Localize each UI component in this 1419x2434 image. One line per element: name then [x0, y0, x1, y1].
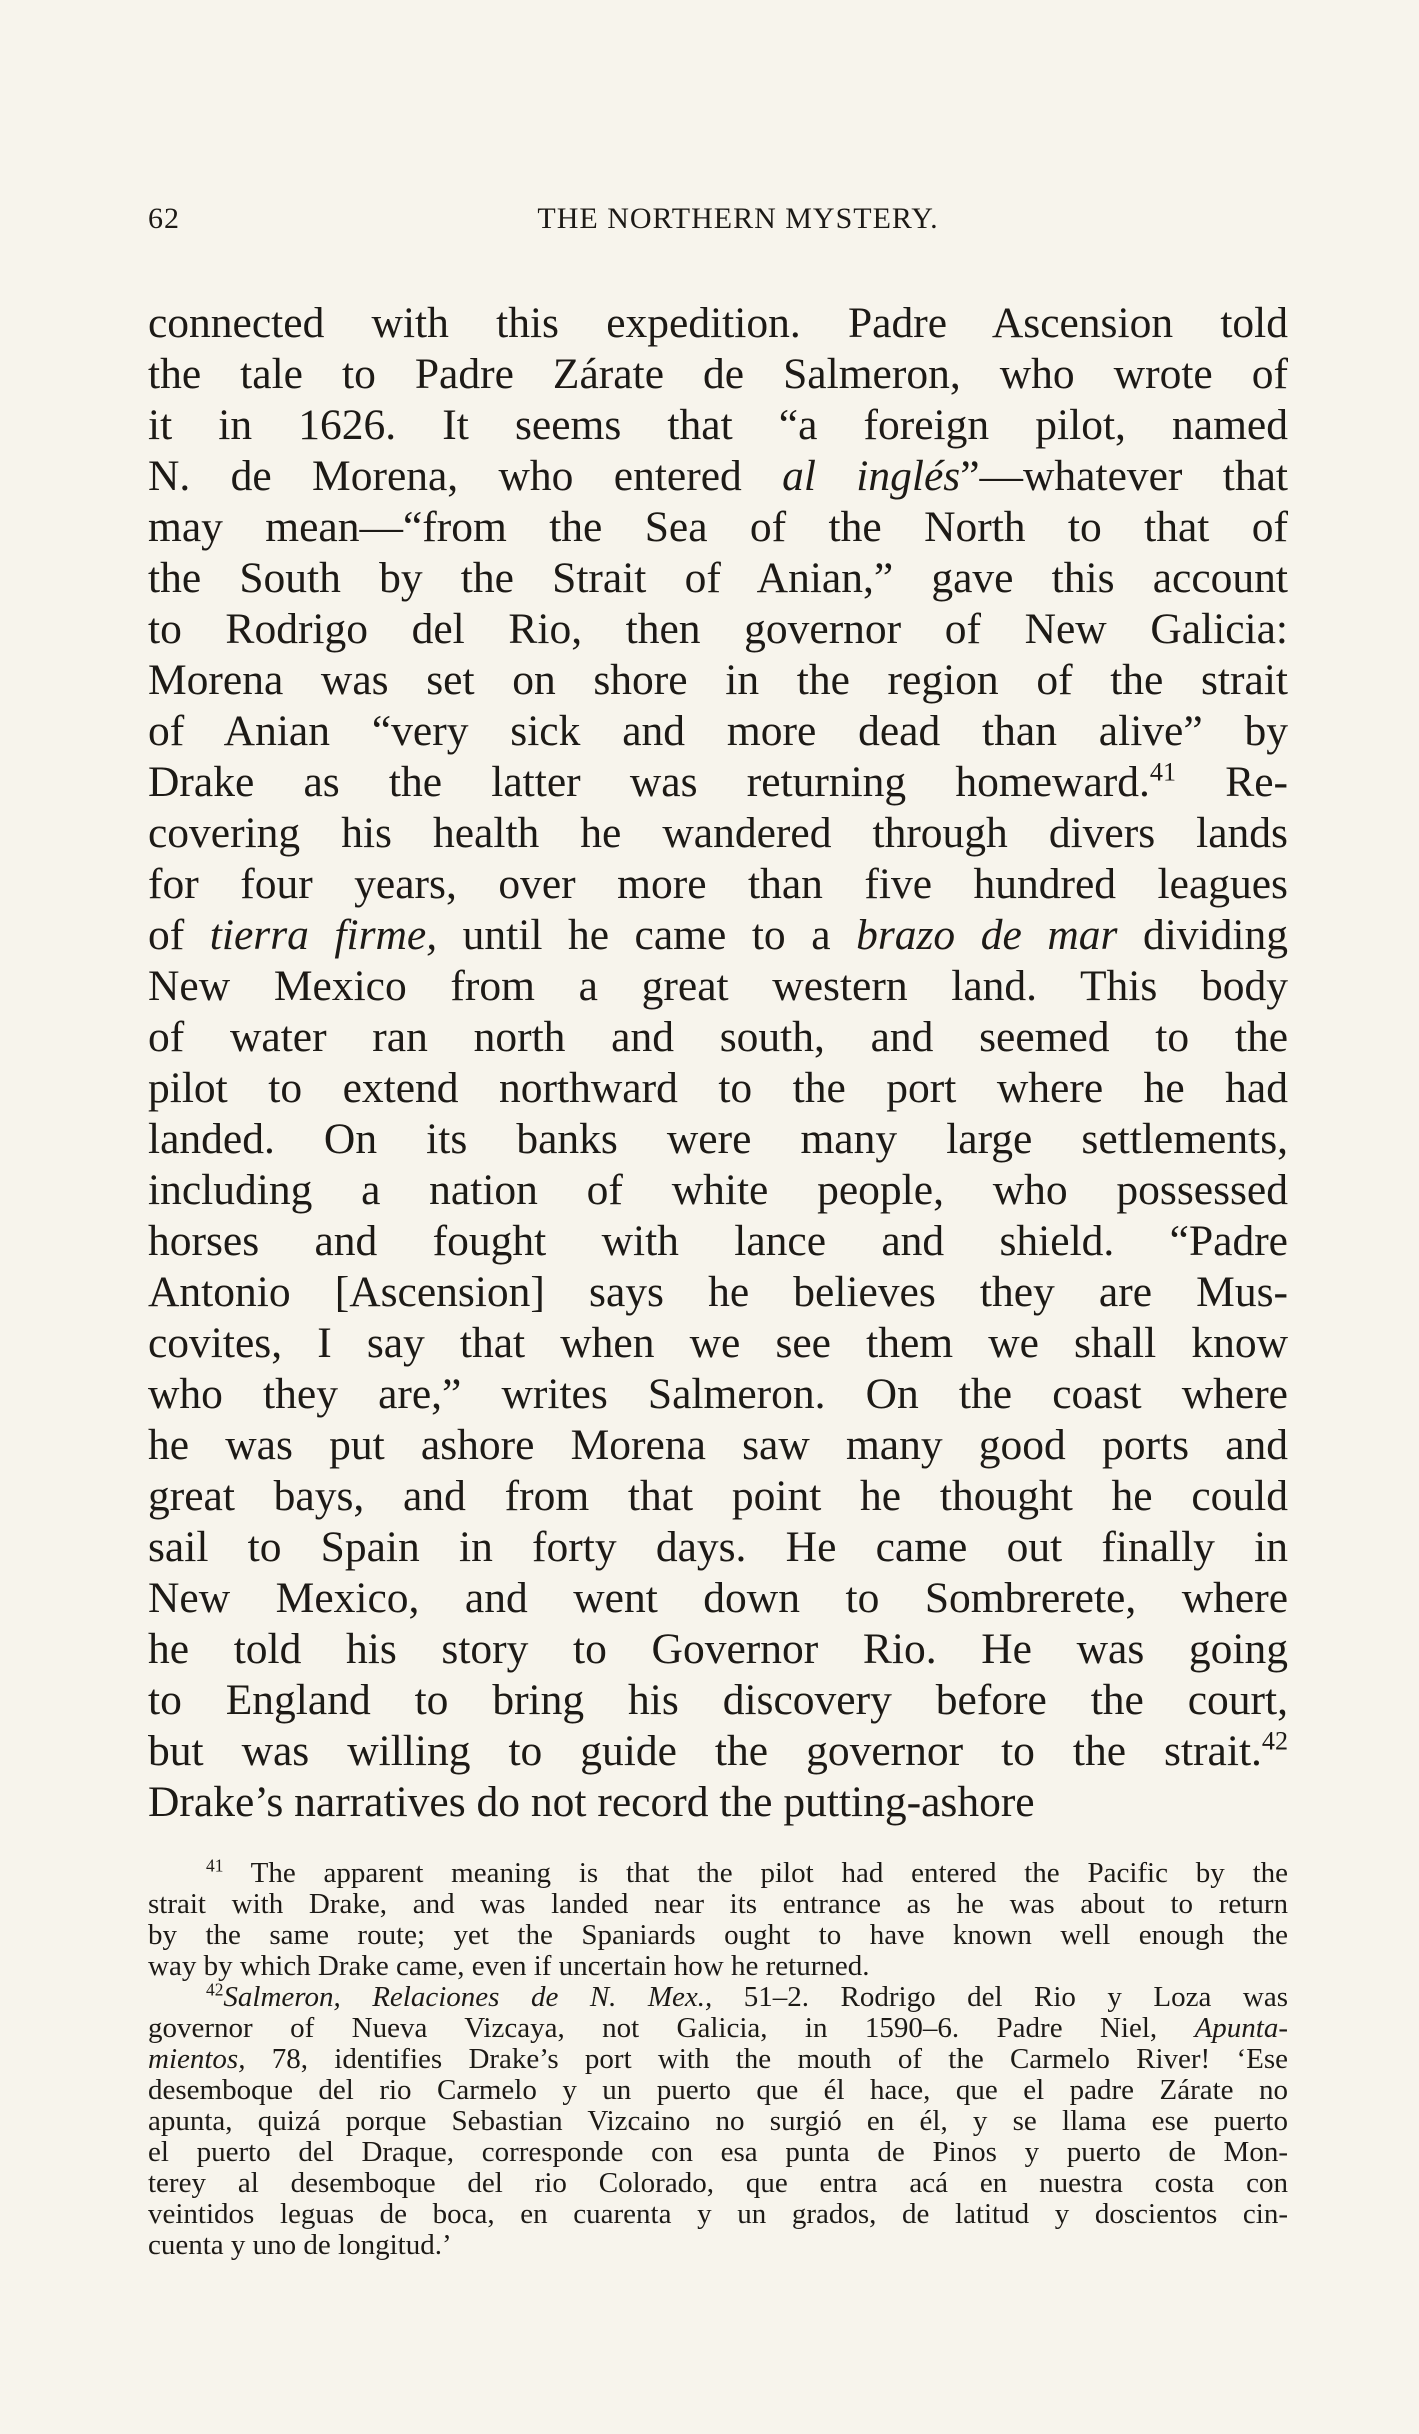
- body-line: may mean—“from the Sea of the North to that of: [148, 503, 1288, 551]
- italic-citation: Salmeron, Relaciones de N. Mex.,: [223, 1981, 713, 2013]
- body-line: Drake’s narratives do not record the putting-ashore: [148, 1778, 1035, 1826]
- body-line: of Anian “very sick and more dead than alive” by: [148, 707, 1288, 755]
- body-line: to Rodrigo del Rio, then governor of New Galicia:: [148, 605, 1288, 653]
- body-line: sail to Spain in forty days. He came out finally in: [148, 1523, 1288, 1571]
- page-number: 62: [148, 202, 180, 235]
- body-line: he was put ashore Morena saw many good ports and: [148, 1421, 1288, 1469]
- body-line: covites, I say that when we see them we shall know: [148, 1319, 1288, 1367]
- footnote-41-line: by the same route; yet the Spaniards ought to have known well enough the: [148, 1919, 1288, 1951]
- footnote-ref-41[interactable]: 41: [1149, 757, 1176, 787]
- body-line: to England to bring his discovery before the court,: [148, 1676, 1288, 1724]
- footnote-42-line: el puerto del Draque, corresponde con esa punta de Pinos y puerto de Mon-: [148, 2136, 1288, 2168]
- italic-phrase: al inglés: [782, 452, 961, 500]
- body-line: New Mexico, and went down to Sombrerete, where: [148, 1574, 1288, 1622]
- footnote-41-line: strait with Drake, and was landed near its entrance as he was about to return: [148, 1888, 1288, 1920]
- body-line: including a nation of white people, who possessed: [148, 1166, 1288, 1214]
- body-text: [148, 298, 1288, 1828]
- footnote-42-line: terey al desemboque del rio Colorado, que entra acá en nuestra costa con: [148, 2167, 1288, 2199]
- footnote-42-line: cuenta y uno de longitud.’: [148, 2229, 452, 2261]
- body-line: of water ran north and south, and seemed to the: [148, 1013, 1288, 1061]
- italic-citation: Apunta-: [1194, 2012, 1288, 2044]
- footnote-42-line: desemboque del rio Carmelo y un puerto que él hace, que el padre Zárate no: [148, 2074, 1288, 2106]
- body-line: horses and fought with lance and shield. “Padre: [148, 1217, 1288, 1265]
- body-line: covering his health he wandered through divers lands: [148, 809, 1288, 857]
- italic-citation: mientos,: [148, 2043, 246, 2075]
- body-line: N. de Morena, who entered al inglés”—whatever that: [148, 452, 1288, 500]
- running-title: THE NORTHERN MYSTERY.: [537, 202, 939, 235]
- body-line: New Mexico from a great western land. This body: [148, 962, 1288, 1010]
- body-line: for four years, over more than five hundred leagues: [148, 860, 1288, 908]
- running-head: [148, 180, 1288, 240]
- body-line: great bays, and from that point he thought he could: [148, 1472, 1288, 1520]
- footnotes: [148, 1855, 1288, 2261]
- footnote-41-line: $^{41}$ The apparent meaning is that the pilot had entered the Pacific by the: [206, 1855, 1288, 1889]
- footnote-marker-41: 41: [206, 1855, 224, 1876]
- footnote-42-line: governor of Nueva Vizcaya, not Galicia, in 1590–6. Padre Niel, Apunta-: [148, 2012, 1288, 2044]
- footnote-42-line: mientos, 78, identifies Drake’s port with the mouth of the Carmelo River! ‘Ese: [148, 2043, 1288, 2075]
- footnote-42-line: apunta, quizá porque Sebastian Vizcaino no surgió en él, y se llama ese puerto: [148, 2105, 1288, 2137]
- body-line: pilot to extend northward to the port where he had: [148, 1064, 1288, 1112]
- italic-phrase: tierra firme,: [209, 911, 438, 959]
- body-line: he told his story to Governor Rio. He was going: [148, 1625, 1288, 1673]
- body-line: Antonio [Ascension] says he believes they are Mus-: [148, 1268, 1288, 1316]
- body-line: of tierra firme, until he came to a brazo de mar dividing: [148, 911, 1288, 959]
- body-line: landed. On its banks were many large settlements,: [148, 1115, 1288, 1163]
- body-line: who they are,” writes Salmeron. On the coast where: [148, 1370, 1288, 1418]
- footnote-ref-42[interactable]: 42: [1261, 1726, 1288, 1756]
- body-line: connected with this expedition. Padre Ascension told: [148, 299, 1288, 347]
- body-line: Morena was set on shore in the region of the strait: [148, 656, 1288, 704]
- body-line: but was willing to guide the governor to the strait.$^{42}$: [148, 1726, 1288, 1775]
- book-page: [148, 180, 1288, 2261]
- footnote-marker-42: 42: [206, 1979, 224, 2000]
- footnote-42-line: $^{42}$Salmeron, Relaciones de N. Mex., 51–2. Rodrigo del Rio y Loza was: [206, 1979, 1288, 2013]
- footnote-42-line: veintidos leguas de boca, en cuarenta y un grados, de latitud y doscientos cin-: [148, 2198, 1288, 2230]
- body-line: Drake as the latter was returning homeward.$^{41}$ Re-: [148, 757, 1289, 806]
- body-line: it in 1626. It seems that “a foreign pilot, named: [148, 401, 1288, 449]
- footnote-41-line: way by which Drake came, even if uncertain how he returned.: [148, 1950, 870, 1982]
- italic-phrase: brazo de mar: [856, 911, 1118, 959]
- body-line: the tale to Padre Zárate de Salmeron, who wrote of: [148, 350, 1288, 398]
- body-line: the South by the Strait of Anian,” gave this account: [148, 554, 1288, 602]
